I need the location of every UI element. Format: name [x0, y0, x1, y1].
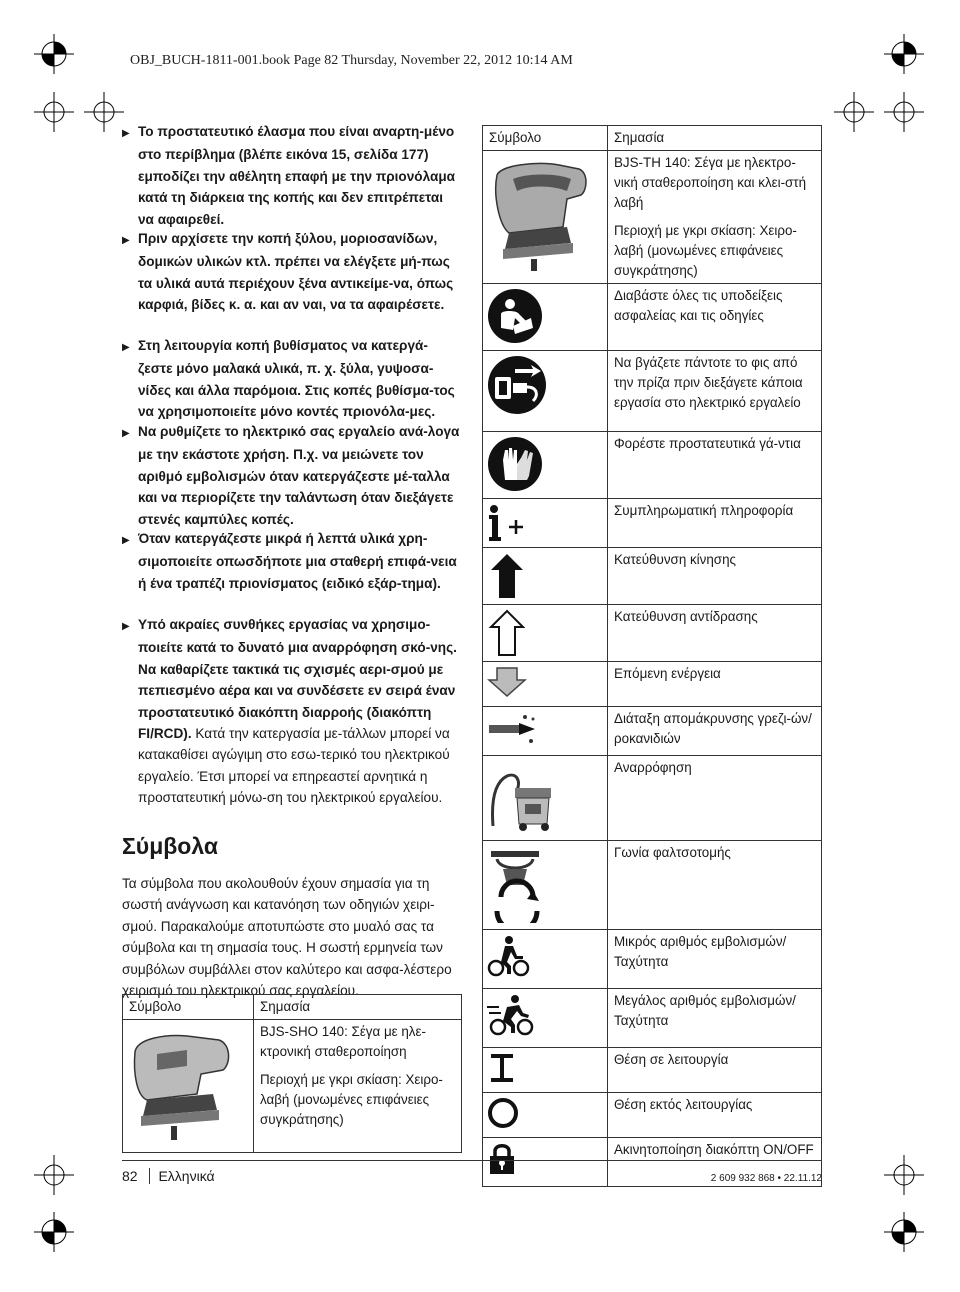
vacuum-icon [487, 760, 557, 832]
symbol-meaning: BJS-TH 140: Σέγα με ηλεκτρο-νική σταθεροποίηση και κλει-στή λαβή [614, 155, 807, 210]
bullet-item: ▶ Το προστατευτικό έλασμα που είναι αναρτη-μένο στο περίβλημα (βλέπε εικόνα 15, σελίδα 177) εμποδίζει την αθέλητη επαφή με την πριονόλαμα κατά τη διάρκεια της κοπής και δεν επιτρέπεται να αφαιρεθεί. [122, 124, 456, 227]
symbol-meaning: Επόμενη ενέργεια [608, 662, 822, 707]
crosshair-icon [884, 1155, 924, 1195]
jigsaw-icon [127, 1024, 237, 1142]
symbol-meaning: Κατεύθυνση κίνησης [608, 548, 822, 605]
on-icon [487, 1052, 517, 1084]
gloves-icon [487, 436, 543, 492]
footer-rule [122, 1160, 822, 1161]
bevel-angle-icon [487, 845, 547, 923]
symbol-table-left [122, 994, 462, 1153]
symbol-meaning: Αναρρόφηση [608, 756, 822, 841]
bullet-item: ▶ Υπό ακραίες συνθήκες εργασίας να χρησιμο-ποιείτε κατά το δυνατό μια αναρρόφηση σκό-νης. Να καθαρίζετε τακτικά τις σχισμές αερι-σμού με πεπιεσμένο αέρα και να συνδέσετε εν σειρά έναν προστατευτικό διακόπτη διαρροής (διακόπτη FI/RCD). Κατά την κατεργασία με-τάλλων μπορεί να κατακαθίσει αγώγιμη στο εσω-τερικό του ηλεκτρικού εργαλείο. Έτσι μπορεί να επηρεαστεί αρνητικά η προστατευτική μόνω-ση του ηλεκτρικού εργαλείου. [122, 617, 457, 806]
symbol-meaning: Φορέστε προστατευτικά γά-ντια [608, 432, 822, 499]
col-header-symbol: Σύμβολο [123, 995, 254, 1020]
chip-ejection-icon [487, 711, 603, 747]
section-intro: Τα σύμβολα που ακολουθούν έχουν σημασία για τη σωστή ανάγνωση και κατανόηση των οδηγιών χειρι-σμού. Παρακαλούμε αποτυπώστε στο μυαλό σας τα σύμβολα και τη σημασία τους. Η σωστή ερμηνεία των συμβόλων συμβάλλει στον καλύτερο και ασφα-λέστερο χειρισμό του ηλεκτρικού σας εργαλείου. [122, 876, 452, 999]
symbol-meaning: Να βγάζετε πάντοτε το φις από την πρίζα πριν διεξάγετε κάποια εργασία στο ηλεκτρικό εργαλείο [608, 351, 822, 432]
bicycle-fast-icon [487, 993, 535, 1037]
lock-icon [487, 1142, 517, 1176]
symbol-meaning: Κατεύθυνση αντίδρασης [608, 605, 822, 662]
read-manual-icon [487, 288, 543, 344]
crosshair-icon [884, 92, 924, 132]
bicycle-slow-icon [487, 934, 531, 978]
arrow-up-outline-icon [487, 609, 527, 657]
symbol-meaning: Θέση εκτός λειτουργίας [608, 1093, 822, 1138]
symbol-meaning: Γωνία φαλτσοτομής [608, 841, 822, 930]
info-plus-icon [487, 503, 527, 543]
language-label: Ελληνικά [158, 1168, 215, 1184]
bullet-item: ▶ Πριν αρχίσετε την κοπή ξύλου, μοριοσανίδων, δομικών υλικών κτλ. πρέπει να ελέγξετε μή-πως τα υλικά αυτά περιέχουν ξένα αντικείμε-να, όπως καρφιά, βίδες κ. α. και αν ναι, να τα αφαιρέσετε. [122, 231, 454, 313]
col-header-symbol: Σύμβολο [483, 126, 608, 151]
print-header: OBJ_BUCH-1811-001.book Page 82 Thursday, November 22, 2012 10:14 AM [130, 53, 573, 68]
registration-mark-icon [34, 34, 74, 74]
bullet-item: ▶ Να ρυθμίζετε το ηλεκτρικό σας εργαλείο ανά-λογα με την εκάστοτε χρήση. Π.χ. να μειώνετε τον αριθμό εμβολισμών όταν κατεργάζεστε μέ-ταλλα και να περιορίζετε την ταλάντωση όταν διεξάγετε στενές καμπύλες κοπές. [122, 424, 460, 527]
symbol-meaning: Θέση σε λειτουργία [608, 1048, 822, 1093]
bullet-item: ▶ Στη λειτουργία κοπή βυθίσματος να κατεργά-ζεστε μόνο μαλακά υλικά, π. χ. ξύλα, γυψοσα-νίδες και άλλα παρόμοια. Στις κοπές βυθίσμα-τος να χρησιμοποιείτε μόνο κοντές πριονόλα-μες. [122, 338, 455, 420]
jigsaw-icon [487, 155, 591, 271]
col-header-meaning: Σημασία [608, 126, 822, 151]
page-number: 82 [122, 1168, 138, 1184]
document-code: 2 609 932 868 • 22.11.12 [710, 1173, 822, 1184]
symbol-meaning: Περιοχή με γκρι σκίαση: Χειρο-λαβή (μονωμένες επιφάνειες συγκράτησης) [614, 223, 797, 278]
crosshair-icon [834, 92, 874, 132]
registration-mark-icon [34, 1212, 74, 1252]
footer-left [122, 1168, 215, 1184]
crosshair-icon [34, 92, 74, 132]
symbol-meaning: Διάταξη απομάκρυνσης γρεζι-ών/ροκανιδιών [608, 707, 822, 756]
symbol-meaning: Περιοχή με γκρι σκίαση: Χειρο-λαβή (μονωμένες επιφάνειες συγκράτησης) [260, 1072, 443, 1127]
symbol-meaning: Μικρός αριθμός εμβολισμών/ Ταχύτητα [608, 930, 822, 989]
bullet-item: ▶ Όταν κατεργάζεστε μικρά ή λεπτά υλικά χρη-σιμοποιείτε οπωσδήποτε μια σταθερή επιφά-νεια ή ένα τραπέζι πριονίσματος (ειδικό εξάρ-τημα). [122, 531, 457, 591]
arrow-down-icon [487, 666, 527, 698]
symbol-meaning: BJS-SHO 140: Σέγα με ηλε-κτρονική σταθεροποίηση [260, 1024, 426, 1059]
arrow-up-filled-icon [487, 552, 527, 600]
crosshair-icon [34, 1155, 74, 1195]
symbol-meaning: Διαβάστε όλες τις υποδείξεις ασφαλείας και τις οδηγίες [608, 284, 822, 351]
symbol-table-right [482, 125, 822, 1187]
symbol-meaning: Μεγάλος αριθμός εμβολισμών/ Ταχύτητα [608, 989, 822, 1048]
registration-mark-icon [884, 1212, 924, 1252]
registration-mark-icon [884, 34, 924, 74]
symbol-meaning: Συμπληρωματική πληροφορία [608, 499, 822, 548]
unplug-icon [487, 355, 547, 415]
crosshair-icon [84, 92, 124, 132]
section-title: Σύμβολα [122, 833, 218, 859]
symbol-meaning: Ακινητοποίηση διακόπτη ON/OFF [608, 1138, 822, 1187]
col-header-meaning: Σημασία [254, 995, 462, 1020]
off-icon [487, 1097, 519, 1129]
